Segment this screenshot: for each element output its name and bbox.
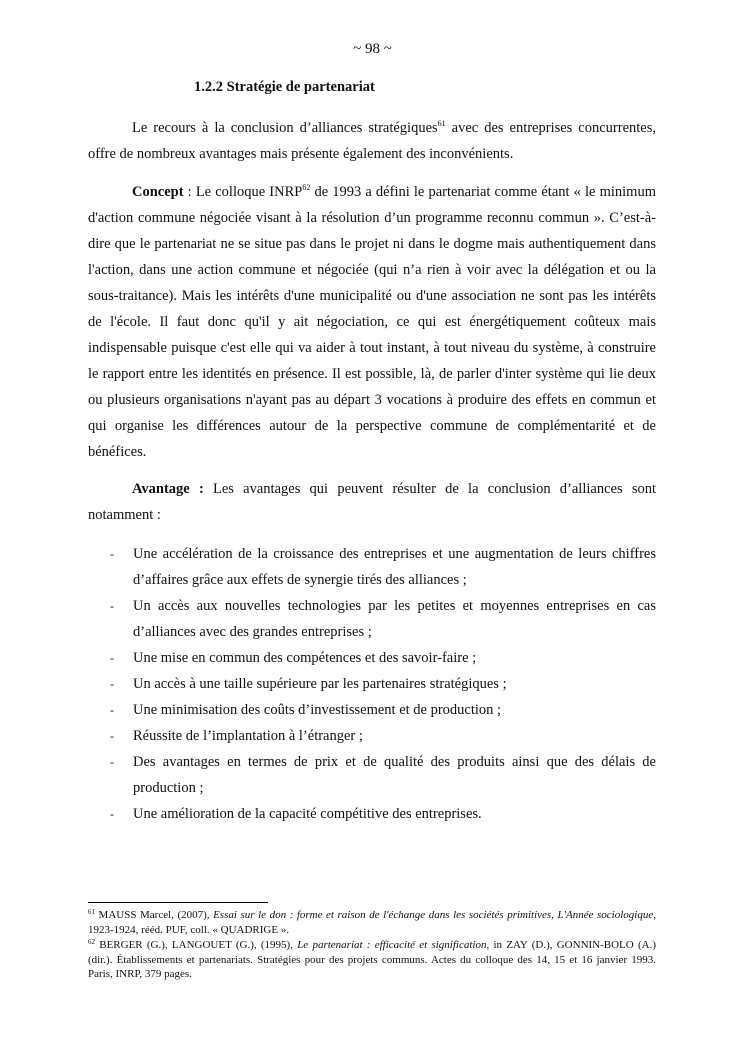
intro-text-start: Le recours à la conclusion d’alliances stratégiques: [132, 120, 438, 136]
bullet-dash: -: [110, 755, 114, 769]
bullet-dash: -: [110, 599, 114, 613]
concept-paragraph: [88, 179, 656, 465]
bullet-dash: -: [110, 677, 114, 691]
footnotes: [88, 908, 656, 983]
footnote-text: , in ZAY (D.), GONNIN-BOLO (A.) (dir.). Établissements et partenariats. Stratégies pour des projets communs. Actes du colloque des 14, 15 et 16 janvier 1993. Paris, INRP, 379 pages.: [88, 939, 656, 980]
list-item-text: Des avantages en termes de prix et de qualité des produits ainsi que des délais de production ;: [133, 754, 656, 796]
list-item: [88, 723, 656, 749]
footnote-separator: [88, 902, 268, 903]
footnote-ref-62: 62: [302, 183, 311, 192]
avantage-paragraph: [88, 476, 656, 528]
concept-text-start: : Le colloque INRP: [183, 184, 303, 200]
list-item-text: Une mise en commun des compétences et des savoir-faire ;: [133, 650, 477, 666]
list-item-text: Une amélioration de la capacité compétitive des entreprises.: [133, 806, 482, 822]
footnote-text: , 1923-1924, rééd. PUF, coll. « QUADRIGE ».: [88, 909, 656, 936]
intro-text-end: avec des entreprises concurrentes, offre de nombreux avantages mais présente également des inconvénients.: [88, 120, 657, 162]
concept-text-end: de 1993 a défini le partenariat comme étant « le minimum d'action commune négociée visant à la résolution d’un programme reconnu commun ». C’est-à-dire que le partenariat ne se situe pas dans le projet ni dans le dogme mais authentiquement dans l'action, dans une action commune et négociée (qui n’a rien à voir avec la délégation et ou la sous-traitance). Mais les intérêts d'une municipalité ou d'une association ne sont pas les intérêts de l'école. Il faut donc qu'il y ait négociation, ce qui est énergétiquement coûteux mais indispensable puisque c'est elle qui va aider à tout instant, à tout niveau du système, à construire le rapport entre les identités en présence. Il est possible, là, de parler d'inter système qui lie deux ou plusieurs organisations n'ayant pas au départ 3 vocations à produire des effets en commun et qui organise les différences autour de la perspective commune de complémentarité et de bénéfices.: [88, 184, 656, 460]
footnote-title: Le partenariat : efficacité et signification: [297, 939, 487, 951]
list-item: [88, 749, 656, 801]
footnote-number: 61: [88, 908, 95, 916]
avantage-text: Les avantages qui peuvent résulter de la conclusion d’alliances sont notamment :: [88, 481, 656, 523]
list-item: [88, 645, 656, 671]
bullet-dash: -: [110, 807, 114, 821]
list-item-text: Réussite de l’implantation à l’étranger ;: [133, 728, 363, 744]
list-item: [88, 541, 656, 593]
footnote-text: MAUSS Marcel, (2007),: [95, 909, 214, 921]
intro-paragraph: [88, 115, 656, 167]
advantages-list: [88, 541, 656, 827]
footnote-number: 62: [88, 938, 95, 946]
footnote-title: Essai sur le don : forme et raison de l'échange dans les sociétés primitives: [213, 909, 552, 921]
footnote-ref-61: 61: [437, 119, 446, 128]
list-item-text: Un accès aux nouvelles technologies par les petites et moyennes entreprises en cas d’alliances avec des grandes entreprises ;: [133, 598, 656, 640]
footnote-journal: L'Année sociologique: [557, 909, 654, 921]
list-item: [88, 697, 656, 723]
avantage-label: Avantage :: [132, 481, 204, 497]
footnote-text: BERGER (G.), LANGOUET (G.), (1995),: [95, 939, 298, 951]
list-item: [88, 801, 656, 827]
footnote-61: [88, 908, 656, 937]
bullet-dash: -: [110, 547, 114, 561]
bullet-dash: -: [110, 651, 114, 665]
section-title: 1.2.2 Stratégie de partenariat: [194, 79, 375, 95]
concept-label: Concept: [132, 184, 184, 200]
footnote-text: ,: [551, 909, 558, 921]
page-number: ~ 98 ~: [353, 41, 392, 57]
footnote-62: [88, 938, 656, 982]
list-item-text: Une minimisation des coûts d’investissement et de production ;: [133, 702, 502, 718]
list-item-text: Un accès à une taille supérieure par les partenaires stratégiques ;: [133, 676, 507, 692]
list-item: [88, 671, 656, 697]
bullet-dash: -: [110, 729, 114, 743]
bullet-dash: -: [110, 703, 114, 717]
list-item-text: Une accélération de la croissance des entreprises et une augmentation de leurs chiffres d’affaires grâce aux effets de synergie tirés des alliances ;: [133, 546, 656, 588]
list-item: [88, 593, 656, 645]
